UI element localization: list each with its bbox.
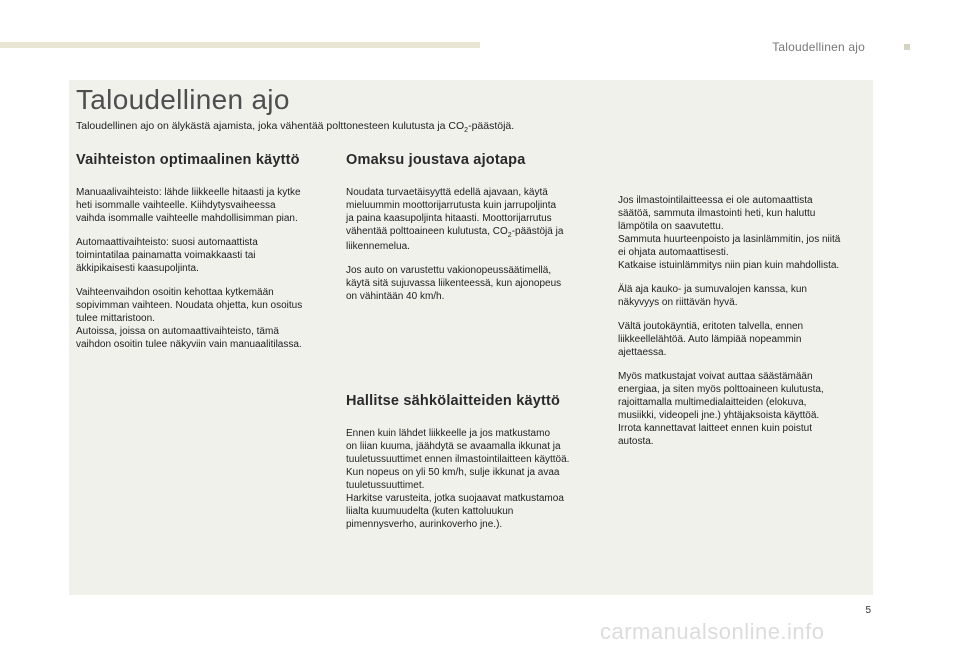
header-square-marker [904,44,910,50]
paragraph-cruise-control: Jos auto on varustettu vakionopeussäätimellä, käytä sitä sujuvassa liikenteessä, kun ajonopeus on vähintään 40 km/h. [346,264,562,302]
paragraph-part: Noudata turvaetäisyyttä edellä ajavaan, käytä mieluummin moottorijarrutusta kuin jarrupoljinta ja paina kaasupoljinta hitaasti. Moottorijarrutus vähentää polttoaineen kulutusta, CO [346,186,557,237]
paragraph-cabin-cooling: Ennen kuin lähdet liikkeelle ja jos matkustamo on liian kuuma, jäähdytä se avaamalla ikkunat ja tuuletussuuttimet ennen ilmastointilaitteen käyttöä. Kun nopeus on yli 50 km/h, sulje ikkunat ja avaa tuuletussuuttimet. Harkitse varusteita, jotka suojaavat matkustamoa liialta kuumuudelta (kuten kattoluukun pimennysverho, aurinkoverho jne.). [346,427,570,530]
intro-text-part: Taloudellinen ajo on älykästä ajamista, joka vähentää polttonesteen kulutusta ja CO [76,120,465,132]
section-electrical [346,392,601,542]
running-header-title: Taloudellinen ajo [772,40,865,54]
paragraph-automatic-gearbox: Automaattivaihteisto: suosi automaattista toimintatilaa painamatta voimakkaasti tai äkkipikaisesti kaasupoljinta. [76,236,258,274]
section-gearbox [76,151,336,362]
co2-subscript: 2 [464,127,469,135]
intro-text-part: -päästöjä. [468,120,515,132]
paragraph-part: -päästöjä ja liikennemelua. [346,225,564,252]
intro-text [76,120,514,134]
section-heading-electrical: Hallitse sähkölaitteiden käyttö [346,393,561,409]
paragraph-idling: Vältä joutokäyntiä, eritoten talvella, ennen liikkeellelähtöä. Auto lämpiää nopeammin ajettaessa. [618,321,804,358]
section-driving-style [346,151,601,314]
section-heading-gearbox: Vaihteiston optimaalinen käyttö [76,152,300,168]
paragraph-gear-indicator: Vaihteenvaihdon osoitin kehottaa kytkemään sopivimman vaihteen. Noudata ohjetta, kun osoitus tulee mittaristoon. Autoissa, joissa on automaattivaihteisto, tämä vaihdon osoitin tulee näkyviin vain manuaalitilassa. [76,286,303,350]
paragraph-multimedia: Myös matkustajat voivat auttaa säästämään energiaa, ja siten myös polttoaineen kulutusta, rajoittamalla multimedialaitteiden (elokuva, musiikki, videopeli jne.) yhtäjaksoista käyttöä. Irrota kannettavat laitteet ennen kuin poistut autosta. [618,371,824,447]
watermark: carmanualsonline.info [600,619,825,644]
paragraph-engine-braking [346,186,601,253]
co2-subscript: 2 [507,231,512,239]
paragraph-lights: Älä aja kauko- ja sumuvalojen kanssa, kun näkyvyys on riittävän hyvä. [618,284,807,308]
page-title: Taloudellinen ajo [76,84,290,115]
header-accent-bar [0,42,480,48]
paragraph-air-conditioning: Jos ilmastointilaitteessa ei ole automaattista säätöä, sammuta ilmastointi heti, kun haluttu lämpötila on saavutettu. Sammuta huurteenpoisto ja lasinlämmitin, jos niitä ei ohjata automaattisesti. Katkaise istuinlämmitys niin pian kuin mahdollista. [618,195,841,271]
section-heading-driving-style: Omaksu joustava ajotapa [346,152,526,168]
paragraph-manual-gearbox: Manuaalivaihteisto: lähde liikkeelle hitaasti ja kytke heti isommalle vaihteelle. Kiihdytysvaiheessa vaihda isommalle vaihteelle mahdollisimman pian. [76,186,301,224]
section-electrical-continued [618,194,868,459]
page-number: 5 [865,605,871,616]
